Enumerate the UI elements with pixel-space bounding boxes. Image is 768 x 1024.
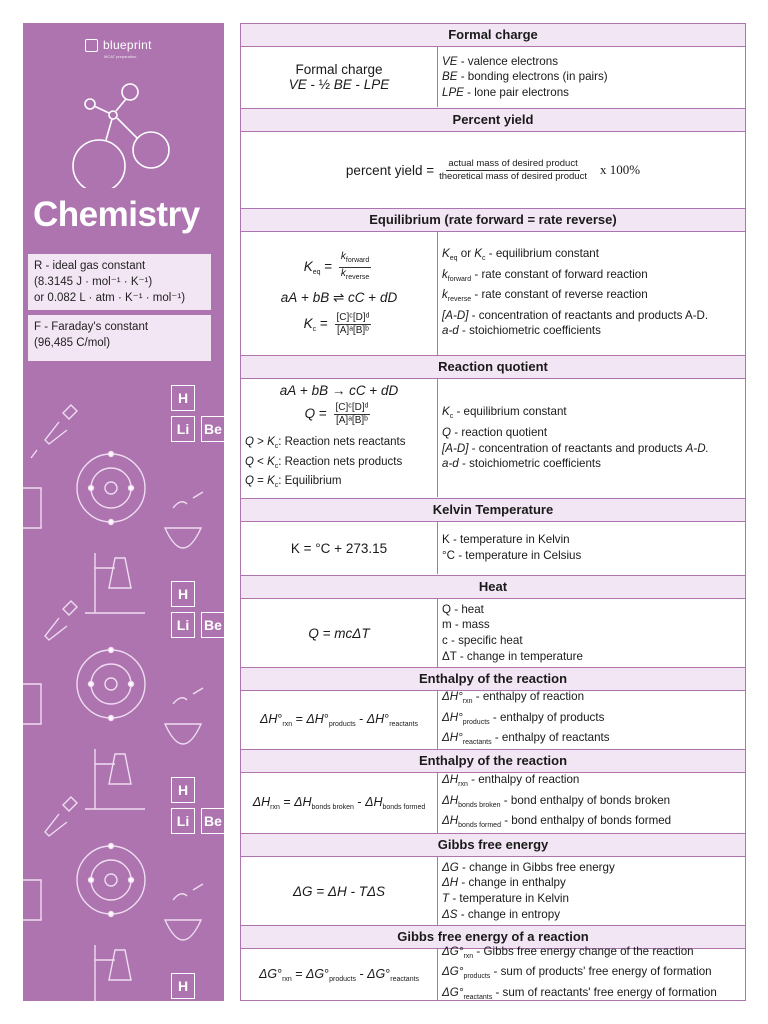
definition: °C - temperature in Celsius <box>442 549 582 562</box>
definition: ΔT - change in temperature <box>442 649 583 663</box>
enthalpy-formation-definitions <box>438 691 745 749</box>
enthalpy-bond-equation: $\Delta H_{rxn} = \Delta H_{bonds broken} - \Delta H_{bonds formed}$ <box>241 773 438 833</box>
definition: a-d - stoichiometric coefficients <box>442 457 601 471</box>
sidebar <box>23 23 224 1001</box>
formal-charge-definitions <box>438 47 745 107</box>
kc-expression: $K_c$ = $\frac{\text{[C]ᶜ[D]ᵈ}}{\text{[A]ᵃ[B]ᵇ}}$ <box>303 311 370 336</box>
quotient-notes <box>245 435 405 494</box>
quotient-note: $Q = K_c$: Equilibrium <box>245 475 342 489</box>
brand-name: blueprint <box>103 38 152 52</box>
definition: $\Delta H_{bonds broken}$ - bond enthalpy of bonds broken <box>442 793 671 809</box>
definition: $\Delta H^\circ_{reactants}$ - enthalpy of reactants <box>442 731 610 747</box>
faraday-line: (96,485 C/mol) <box>34 337 111 349</box>
gibbs-reaction-equation: $\Delta G^\circ_{rxn} = \Delta G^\circ_{products} - \Delta G^\circ_{reactants}$ <box>241 949 438 1000</box>
section-title-percent-yield: Percent yield <box>241 108 745 132</box>
enthalpy-formation-equation: $\Delta H^\circ_{rxn} = \Delta H^\circ_{products} - \Delta H^\circ_{reactants}$ <box>241 691 438 749</box>
section-title-enthalpy-bonds: Enthalpy of the reaction <box>241 749 745 773</box>
definition: $\Delta G^\circ_{products}$ - sum of products' free energy of formation <box>442 965 712 981</box>
definition: $K_c$ - equilibrium constant <box>442 405 567 421</box>
section-title-enthalpy-reaction: Enthalpy of the reaction <box>241 667 745 691</box>
equilibrium-reaction: aA + bB ⇌ cC + dD <box>280 289 398 305</box>
gibbs-reaction-definitions <box>438 944 745 1001</box>
heat-equation: Q = mcΔT <box>241 599 438 667</box>
gas-constant-line: or 0.082 L · atm · K⁻¹ · mol⁻¹) <box>34 292 186 304</box>
blueprint-logo-icon <box>85 39 98 52</box>
chemistry-pattern-icon <box>23 378 224 1001</box>
gas-constant-box <box>28 254 211 310</box>
faraday-line: F - Faraday's constant <box>34 321 149 333</box>
section-title-heat: Heat <box>241 575 745 599</box>
definition: BE - bonding electrons (in pairs) <box>442 70 608 84</box>
definition: $\Delta H^\circ_{rxn}$ - enthalpy of reaction <box>442 690 585 706</box>
yield-rhs: x 100% <box>599 162 641 177</box>
definition: ΔS - change in entropy <box>442 907 560 921</box>
subject-title: Chemistry <box>33 195 200 234</box>
tile-h: H <box>171 777 195 803</box>
definition: K - temperature in Kelvin <box>442 533 570 547</box>
enthalpy-bond-definitions <box>438 773 745 833</box>
definition: Q - reaction quotient <box>442 425 548 439</box>
definition: Q - heat <box>442 602 484 616</box>
definition: $\Delta G^\circ_{reactants}$ - sum of reactants' free energy of formation <box>442 985 717 1001</box>
definition: ΔH - change in enthalpy <box>442 876 566 890</box>
kelvin-equation: K = °C + 273.15 <box>241 522 438 574</box>
section-title-reaction-quotient: Reaction quotient <box>241 355 745 379</box>
brand <box>85 38 152 52</box>
definition: m - mass <box>442 618 490 632</box>
reaction-quotient-definitions <box>438 379 745 497</box>
keq-expression: $K_{eq}$ = $\frac{k_{forward}}{k_{reverse}}$ <box>303 250 370 281</box>
yield-numerator: actual mass of desired product <box>448 157 578 169</box>
gas-constant-line: (8.3145 J · mol⁻¹ · K⁻¹) <box>34 276 153 288</box>
faraday-constant-box <box>28 315 211 361</box>
yield-fraction <box>437 158 589 183</box>
definition: $K_{eq}$ or $K_c$ - equilibrium constant <box>442 247 599 262</box>
tile-li: Li <box>171 808 195 834</box>
gibbs-equation: ΔG = ΔH - TΔS <box>241 857 438 925</box>
percent-yield-equation <box>241 132 745 208</box>
tile-li: Li <box>171 416 195 442</box>
equilibrium-definitions <box>438 232 745 355</box>
tile-be: Be <box>201 612 224 638</box>
equilibrium-equations <box>241 232 438 355</box>
kelvin-definitions <box>438 522 745 574</box>
definition: T - temperature in Kelvin <box>442 892 569 905</box>
brand-sub: MCAT preparation <box>104 54 137 59</box>
tile-h: H <box>171 581 195 607</box>
quotient-reaction: aA + bB → cC + dD <box>279 383 399 398</box>
definition: c - specific heat <box>442 634 523 647</box>
section-title-equilibrium: Equilibrium (rate forward = rate reverse) <box>241 208 745 232</box>
definition: $\Delta G^\circ_{rxn}$ - Gibbs free energy change of the reaction <box>442 944 694 960</box>
tile-h: H <box>171 973 195 999</box>
formal-charge-equation <box>241 47 438 107</box>
heat-definitions <box>438 599 745 667</box>
section-title-formal-charge: Formal charge <box>241 24 745 47</box>
quotient-note: $Q > K_c$: Reaction nets reactants <box>245 436 406 450</box>
formal-eq-line2: VE - ½ BE - LPE <box>288 77 390 92</box>
gas-constant-line: R - ideal gas constant <box>34 260 146 272</box>
tile-li: Li <box>171 612 195 638</box>
tile-be: Be <box>201 808 224 834</box>
yield-denominator: theoretical mass of desired product <box>439 170 587 182</box>
definition: a-d - stoichiometric coefficients <box>442 324 601 338</box>
reaction-quotient-equations <box>241 379 438 497</box>
formula-table <box>240 23 746 1001</box>
definition: $\Delta H_{rxn}$ - enthalpy of reaction <box>442 773 580 789</box>
definition: $k_{forward}$ - rate constant of forward reaction <box>442 267 648 283</box>
definition: $\Delta H_{bonds formed}$ - bond enthalpy of bonds formed <box>442 814 672 830</box>
section-title-gibbs: Gibbs free energy <box>241 833 745 857</box>
quotient-note: $Q < K_c$: Reaction nets products <box>245 455 403 470</box>
definition: $\Delta H^\circ_{products}$ - enthalpy of products <box>442 710 605 726</box>
formal-eq-line1: Formal charge <box>295 62 383 77</box>
definition: $k_{reverse}$ - rate constant of reverse reaction <box>442 288 648 304</box>
gibbs-definitions <box>438 857 745 925</box>
section-title-kelvin: Kelvin Temperature <box>241 498 745 522</box>
molecule-icon <box>63 78 173 188</box>
definition: LPE - lone pair electrons <box>442 85 569 99</box>
definition: [A-D] - concentration of reactants and products A-D. <box>442 441 709 455</box>
definition: [A-D] - concentration of reactants and products A-D. <box>442 308 709 322</box>
definition: VE - valence electrons <box>442 54 558 68</box>
q-expression: Q = $\frac{\text{[C]ᶜ[D]ᵈ}}{\text{[A]ᵃ[B]ᵇ}}$ <box>304 402 369 426</box>
definition: ΔG - change in Gibbs free energy <box>442 860 615 874</box>
section-title-gibbs-reaction: Gibbs free energy of a reaction <box>241 925 745 949</box>
yield-lhs: percent yield = <box>345 162 435 178</box>
tile-h: H <box>171 385 195 411</box>
tile-be: Be <box>201 416 224 442</box>
